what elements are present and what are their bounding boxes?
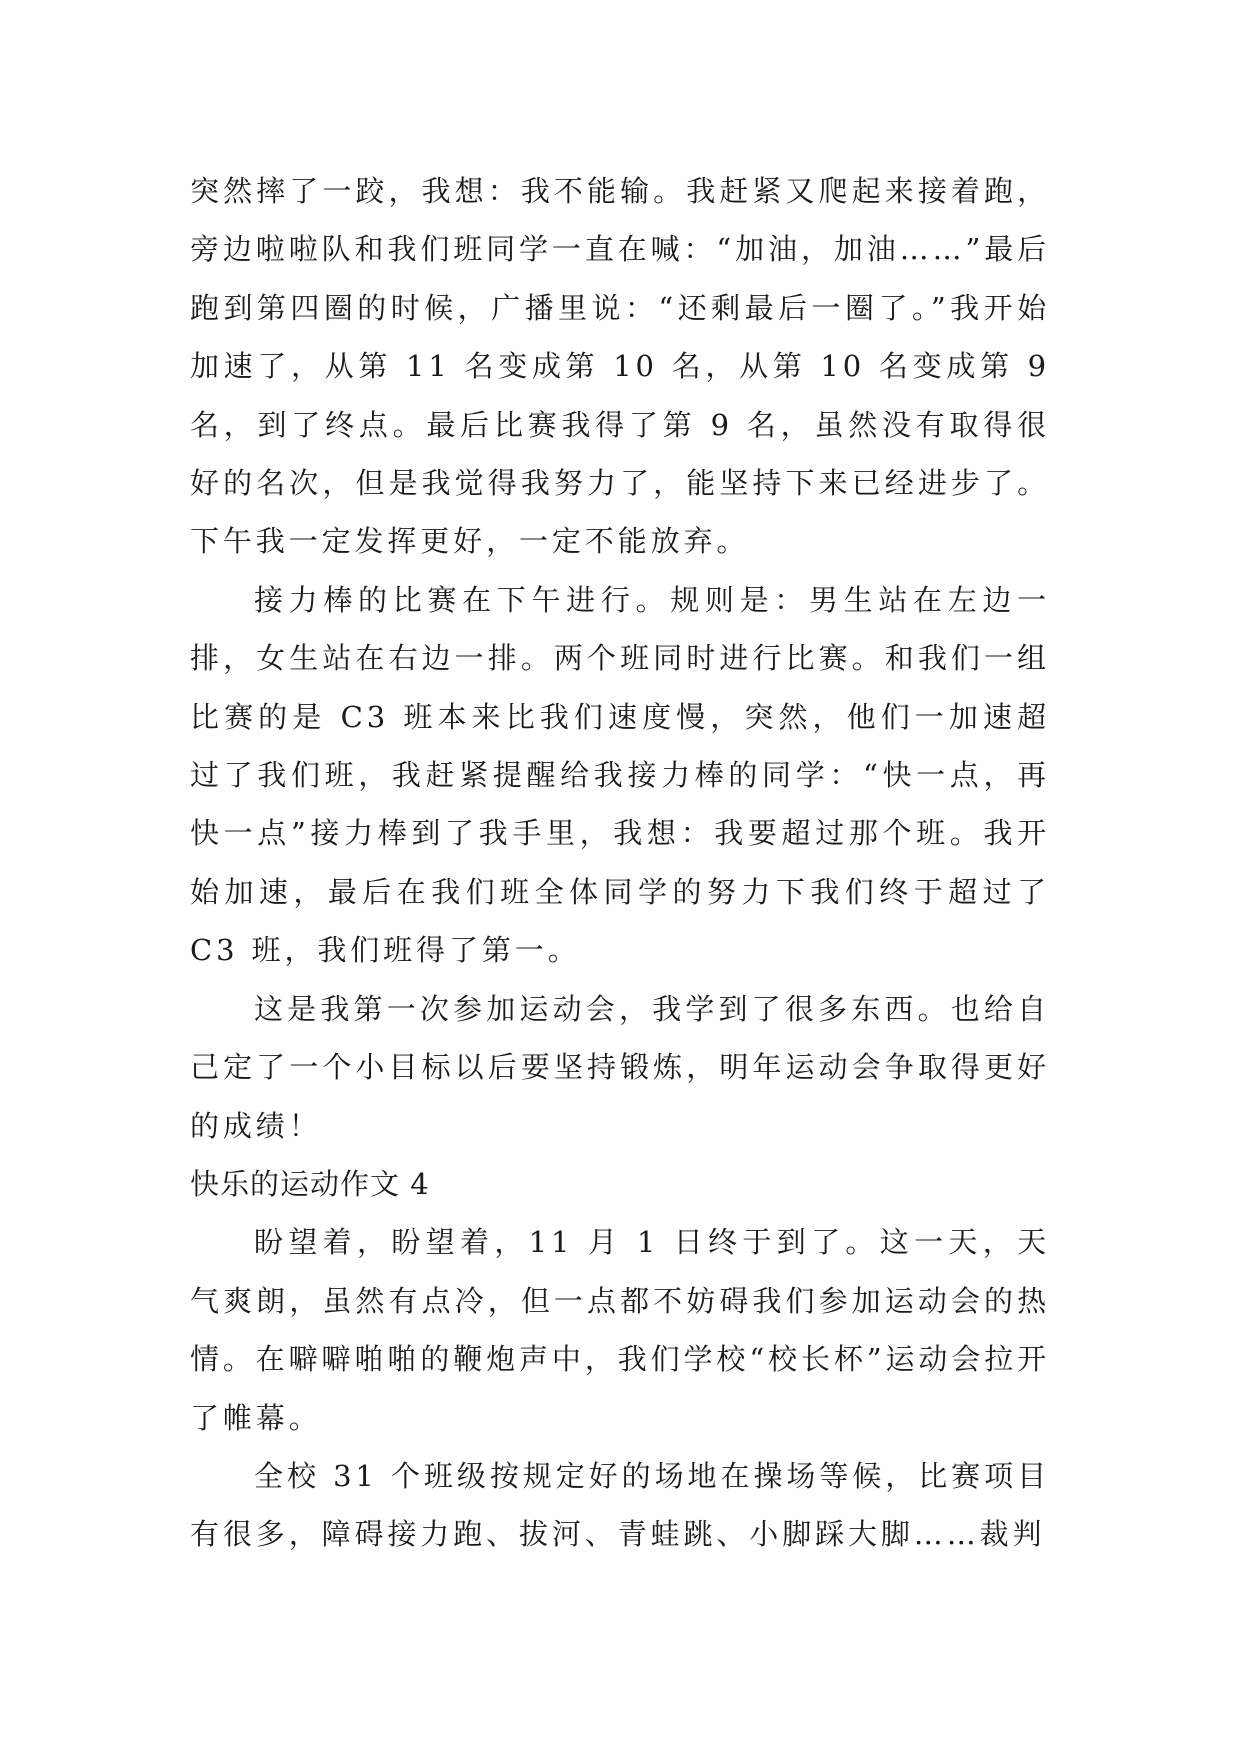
paragraph-sports-day-opening: 盼望着，盼望着，11 月 1 日终于到了。这一天，天气爽朗，虽然有点冷，但一点都不妨碍我们参加运动会的热情。在噼噼啪啪的鞭炮声中，我们学校“校长杯”运动会拉开了帷幕。 <box>190 1225 1050 1435</box>
paragraph-relay-race: 接力棒的比赛在下午进行。规则是：男生站在左边一排，女生站在右边一排。两个班同时进行比赛。和我们一组比赛的是 C3 班本来比我们速度慢，突然，他们一加速超过了我们班，我赶紧提醒给我接力棒的同学：“快一点，再快一点”接力棒到了我手里，我想：我要超过那个班。我开始加速，最后在我们班全体同学的努力下我们终于超过了 C3 班，我们班得了第一。 <box>190 582 1050 968</box>
essay-heading: 快乐的运动作文 4 <box>190 1166 430 1201</box>
document-body <box>190 162 1050 1564</box>
paragraph-lessons-learned: 这是我第一次参加运动会，我学到了很多东西。也给自己定了一个小目标以后要坚持锻炼，明年运动会争取得更好的成绩！ <box>190 991 1050 1143</box>
paragraph-school-classes: 全校 31 个班级按规定好的场地在操场等候，比赛项目有很多，障碍接力跑、拔河、青蛙跳、小脚踩大脚……裁判 <box>190 1458 1050 1552</box>
paragraph-race-continuation: 突然摔了一跤，我想：我不能输。我赶紧又爬起来接着跑，旁边啦啦队和我们班同学一直在喊：“加油，加油……”最后跑到第四圈的时候，广播里说：“还剩最后一圈了。”我开始加速了，从第 11 名变成第 10 名，从第 10 名变成第 9 名，到了终点。最后比赛我得了第 9 名，虽然没有取得很好的名次，但是我觉得我努力了，能坚持下来已经进步了。下午我一定发挥更好，一定不能放弃。 <box>190 174 1050 559</box>
